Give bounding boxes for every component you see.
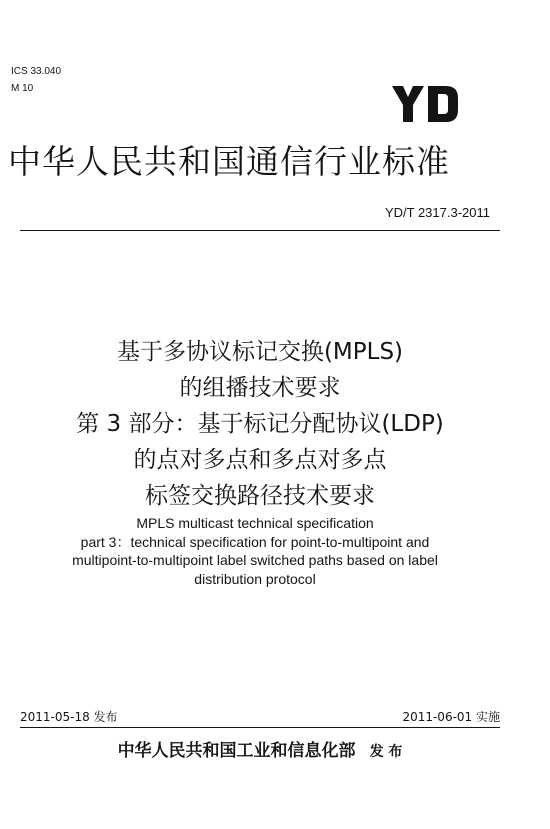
title-cn-line-3: 第 3 部分：基于标记分配协议(LDP) bbox=[76, 411, 444, 437]
ics-classification bbox=[11, 63, 61, 97]
title-cn-line-4: 的点对多点和多点对多点 bbox=[133, 447, 387, 473]
ics-code: ICS 33.040 bbox=[11, 66, 62, 77]
standard-code: YD/T 2317.3-2011 bbox=[384, 205, 490, 220]
implement-date: 2011-06-01 实施 bbox=[402, 710, 500, 724]
title-cn-line-1: 基于多协议标记交换(MPLS) bbox=[116, 339, 404, 365]
footer-divider bbox=[20, 727, 500, 728]
english-title bbox=[0, 514, 510, 588]
publish-label: 发 布 bbox=[369, 744, 403, 760]
title-cn-line-5: 标签交换路径技术要求 bbox=[145, 483, 375, 509]
publisher-line bbox=[0, 736, 520, 761]
standard-title: 中华人民共和国通信行业标准 bbox=[8, 142, 450, 181]
title-cn-line-2: 的组播技术要求 bbox=[179, 375, 341, 401]
publisher-name: 中华人民共和国工业和信息化部 bbox=[117, 741, 356, 761]
class-code: M 10 bbox=[11, 83, 34, 94]
header-divider bbox=[20, 230, 500, 231]
issue-date: 2011-05-18 发布 bbox=[20, 710, 118, 724]
title-en-line-2: part 3：technical specification for point-to-multipoint and bbox=[80, 533, 430, 550]
yd-logo bbox=[392, 86, 458, 122]
title-en-line-1: MPLS multicast technical specification bbox=[136, 515, 374, 531]
title-en-line-4: distribution protocol bbox=[194, 570, 316, 587]
title-en-line-3: multipoint-to-multipoint label switched paths based on label bbox=[72, 552, 438, 568]
chinese-title bbox=[0, 334, 520, 514]
